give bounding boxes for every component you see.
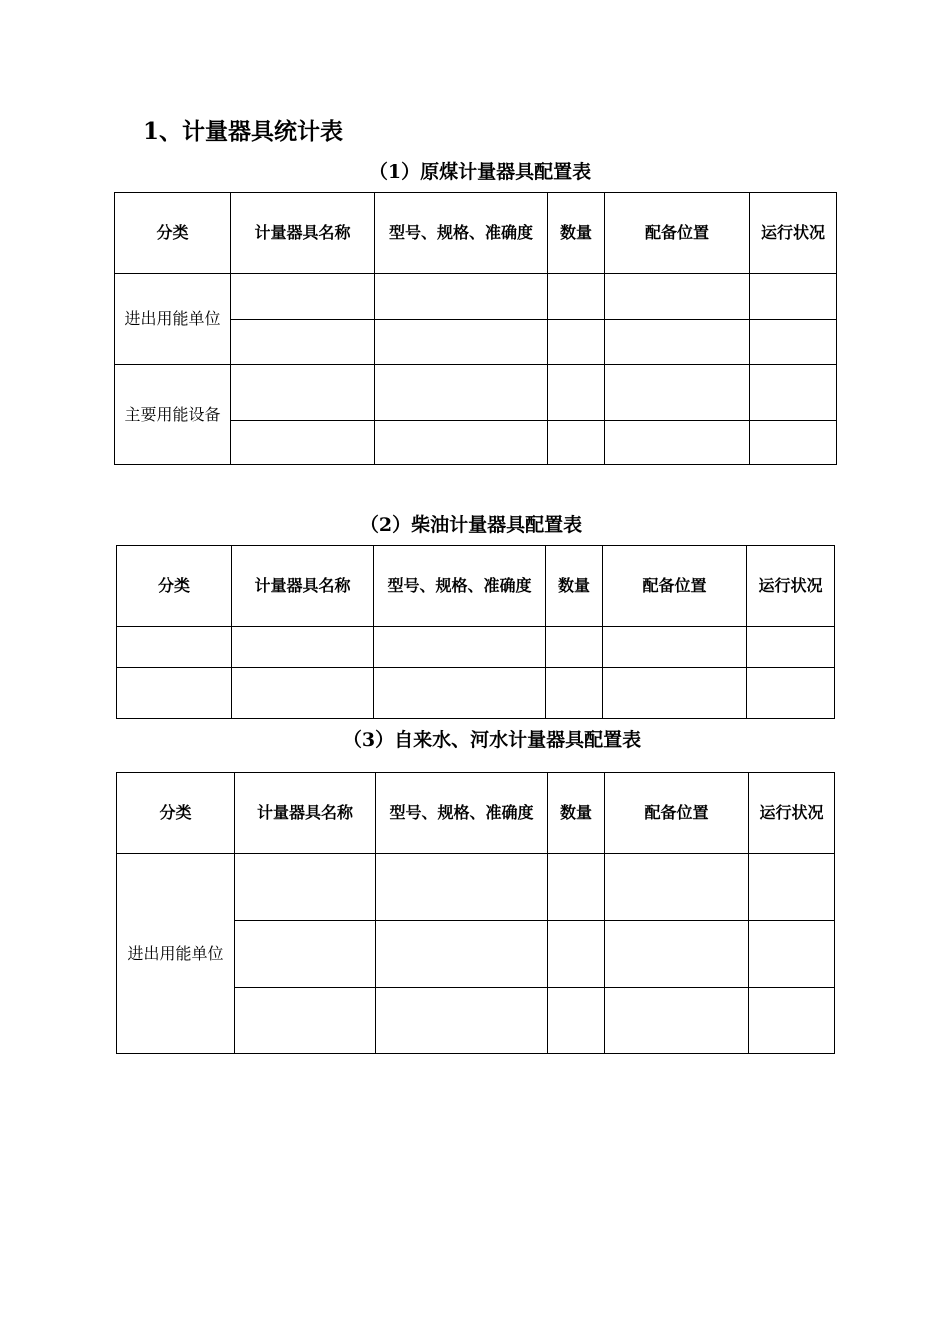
- header-status: 运行状况: [749, 773, 835, 854]
- header-quantity: 数量: [546, 546, 603, 627]
- status-cell: [749, 988, 835, 1054]
- model-cell: [374, 627, 546, 668]
- coal-meter-table: [114, 192, 837, 465]
- table-row: [117, 854, 835, 921]
- category-cell: [117, 627, 232, 668]
- name-cell: [231, 365, 375, 421]
- category-cell: 主要用能设备: [115, 365, 231, 465]
- category-cell: [117, 668, 232, 719]
- category-cell: 进出用能单位: [117, 854, 235, 1054]
- model-cell: [375, 274, 548, 320]
- quantity-cell: [548, 421, 605, 465]
- header-category: 分类: [117, 773, 235, 854]
- water-meter-table: [116, 772, 835, 1054]
- table-row: [115, 365, 837, 421]
- header-category: 分类: [115, 193, 231, 274]
- header-name: 计量器具名称: [235, 773, 376, 854]
- name-cell: [231, 421, 375, 465]
- quantity-cell: [548, 274, 605, 320]
- status-cell: [750, 421, 837, 465]
- header-status: 运行状况: [750, 193, 837, 274]
- name-cell: [232, 668, 374, 719]
- header-quantity: 数量: [548, 193, 605, 274]
- location-cell: [605, 274, 750, 320]
- header-location: 配备位置: [605, 193, 750, 274]
- quantity-cell: [546, 627, 603, 668]
- header-status: 运行状况: [747, 546, 835, 627]
- header-row: [115, 193, 837, 274]
- status-cell: [750, 365, 837, 421]
- quantity-cell: [548, 854, 605, 921]
- header-location: 配备位置: [605, 773, 749, 854]
- table-row: [115, 274, 837, 320]
- table-caption-diesel: （2）柴油计量器具配置表: [359, 514, 583, 536]
- model-cell: [375, 320, 548, 365]
- header-name: 计量器具名称: [232, 546, 374, 627]
- status-cell: [750, 274, 837, 320]
- model-cell: [376, 854, 548, 921]
- header-model: 型号、规格、准确度: [376, 773, 548, 854]
- model-cell: [376, 921, 548, 988]
- name-cell: [235, 921, 376, 988]
- page-heading: 1、计量器具统计表: [143, 118, 344, 145]
- location-cell: [605, 854, 749, 921]
- name-cell: [231, 320, 375, 365]
- location-cell: [605, 320, 750, 365]
- name-cell: [235, 988, 376, 1054]
- category-cell: 进出用能单位: [115, 274, 231, 365]
- location-cell: [605, 921, 749, 988]
- quantity-cell: [548, 921, 605, 988]
- header-category: 分类: [117, 546, 232, 627]
- quantity-cell: [546, 668, 603, 719]
- header-quantity: 数量: [548, 773, 605, 854]
- status-cell: [747, 668, 835, 719]
- location-cell: [603, 627, 747, 668]
- status-cell: [749, 854, 835, 921]
- table-caption-water: （3）自来水、河水计量器具配置表: [342, 729, 642, 751]
- header-name: 计量器具名称: [231, 193, 375, 274]
- status-cell: [747, 627, 835, 668]
- header-row: [117, 546, 835, 627]
- model-cell: [375, 421, 548, 465]
- table-row: [117, 627, 835, 668]
- name-cell: [232, 627, 374, 668]
- model-cell: [376, 988, 548, 1054]
- location-cell: [605, 365, 750, 421]
- header-model: 型号、规格、准确度: [375, 193, 548, 274]
- status-cell: [750, 320, 837, 365]
- table-caption-coal: （1）原煤计量器具配置表: [368, 161, 592, 183]
- model-cell: [374, 668, 546, 719]
- location-cell: [603, 668, 747, 719]
- location-cell: [605, 421, 750, 465]
- quantity-cell: [548, 988, 605, 1054]
- table-row: [117, 668, 835, 719]
- header-row: [117, 773, 835, 854]
- diesel-meter-table: [116, 545, 835, 719]
- model-cell: [375, 365, 548, 421]
- quantity-cell: [548, 365, 605, 421]
- location-cell: [605, 988, 749, 1054]
- quantity-cell: [548, 320, 605, 365]
- name-cell: [235, 854, 376, 921]
- name-cell: [231, 274, 375, 320]
- status-cell: [749, 921, 835, 988]
- header-model: 型号、规格、准确度: [374, 546, 546, 627]
- header-location: 配备位置: [603, 546, 747, 627]
